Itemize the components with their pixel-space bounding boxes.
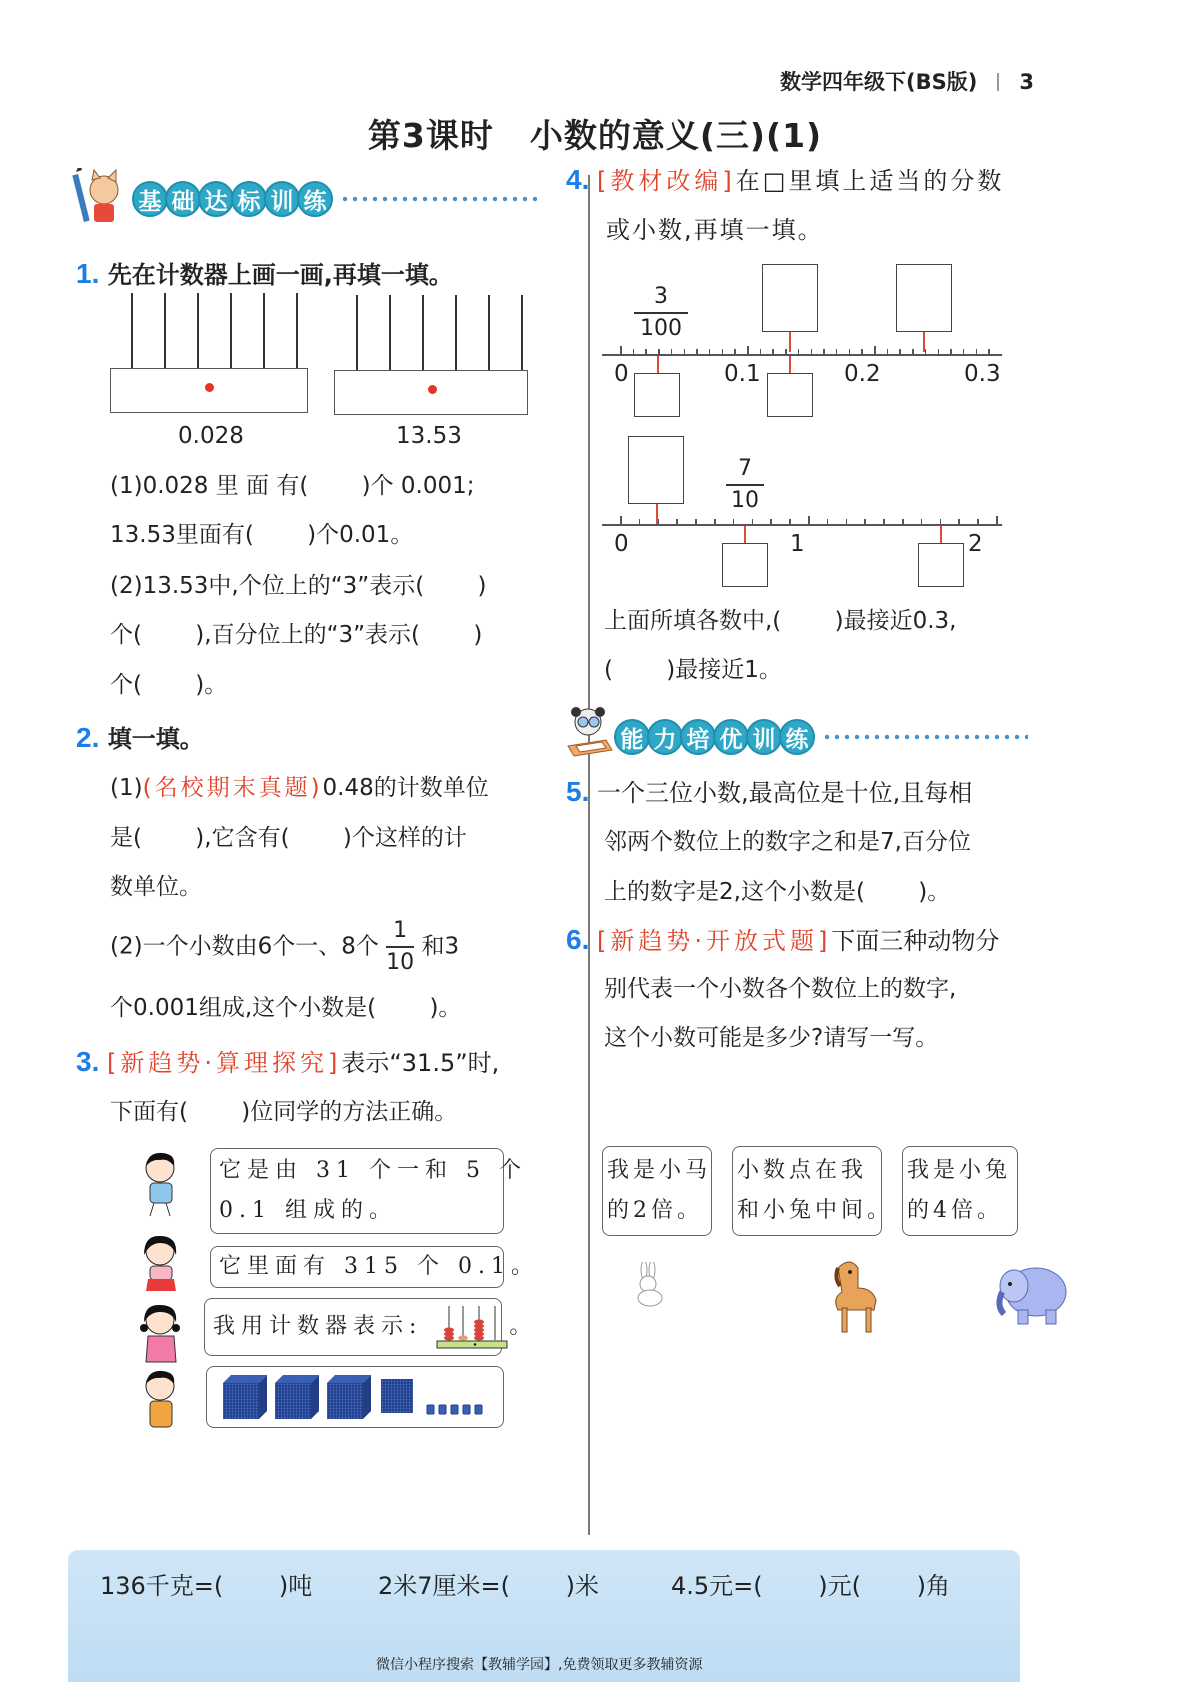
fraction-denominator: 100 (640, 316, 682, 341)
tick-mark (798, 349, 800, 354)
q4-line-2: 或小数,再填一填。 (606, 216, 824, 244)
tick-mark (709, 349, 711, 354)
fraction-numerator: 1 (393, 918, 408, 943)
tick-mark (912, 349, 914, 354)
q1-line-3[interactable]: (2)13.53中,个位上的“3”表示( ) (110, 573, 487, 599)
tick-mark (883, 519, 885, 524)
tick-mark (696, 349, 698, 354)
tick-mark (785, 349, 787, 354)
arrow-up-icon (940, 526, 942, 544)
tick-mark (760, 349, 762, 354)
abacus-rod (263, 293, 265, 368)
bubble-text: 的4倍。 (907, 1198, 1003, 1223)
speech-bubble-1 (210, 1148, 527, 1234)
abacus-rod (422, 295, 424, 370)
q2-part1-line1[interactable] (110, 772, 489, 804)
cat-pencil-mascot-icon (72, 168, 132, 230)
tick-mark (836, 349, 838, 354)
question-text: 填一填。 (107, 725, 204, 753)
bubble-text: 我是小兔 (907, 1158, 1012, 1183)
abacus-rod (389, 295, 391, 370)
tick-mark (633, 349, 635, 354)
fraction-numerator: 7 (738, 456, 752, 481)
bottom-practice-band (68, 1550, 1020, 1682)
tick-mark (849, 349, 851, 354)
tick-mark (733, 519, 735, 524)
bubble-text: 。 (509, 1314, 538, 1339)
q1-line-4[interactable]: 个( ),百分位上的“3”表示( ) (110, 622, 483, 648)
bubble-text: 的2倍。 (607, 1198, 703, 1223)
tick-mark (950, 349, 952, 354)
q2-part2-line1 (110, 918, 459, 976)
banner-char: 力 (647, 719, 683, 755)
bubble-text: 和小兔中间。 (737, 1198, 894, 1223)
tick-mark (823, 349, 825, 354)
q1-line-1[interactable]: (1)0.028 里 面 有( )个 0.001; (110, 473, 475, 499)
abacus-rod (356, 295, 358, 370)
section-banner-basic (72, 168, 540, 230)
answer-box[interactable] (918, 543, 964, 587)
bubble-text: 小数点在我 (737, 1158, 868, 1183)
question-6-prompt (566, 924, 999, 957)
q2-part1-line3: 数单位。 (110, 874, 202, 900)
tick-mark (658, 349, 660, 354)
source-tag: [新趋势·开放式题] (597, 927, 832, 955)
dotted-divider (822, 734, 1028, 740)
arrow-down-icon (789, 332, 791, 352)
abacus-rod (164, 293, 166, 368)
answer-box[interactable] (628, 436, 684, 504)
source-tag: [新趋势·算理探究] (107, 1049, 342, 1077)
page-title (0, 110, 1190, 157)
abacus-rod (131, 293, 133, 368)
tick-mark (714, 519, 716, 524)
animal-bubble-elephant (902, 1146, 1018, 1236)
tick-mark (887, 349, 889, 354)
speech-bubble-4 (206, 1366, 504, 1428)
tick-label: 2 (968, 531, 983, 557)
tick-mark (620, 516, 622, 524)
boy-avatar-icon (138, 1150, 186, 1220)
bubble-text: 0.1 组成的。 (219, 1198, 397, 1223)
banner-char: 基 (132, 181, 168, 217)
girl-avatar-icon (138, 1233, 186, 1303)
source-tag: [教材改编] (597, 167, 736, 195)
tick-mark (899, 349, 901, 354)
q1-line-2[interactable]: 13.53里面有( )个0.01。 (110, 522, 414, 548)
elephant-icon (992, 1258, 1072, 1332)
question-text: 在□里填上适当的分数 (735, 167, 1005, 195)
question-text: 一个三位小数,最高位是十位,且每相 (597, 779, 973, 807)
tick-mark (902, 519, 904, 524)
tick-mark (811, 349, 813, 354)
tick-mark (958, 519, 960, 524)
rabbit-icon (628, 1262, 668, 1312)
q5-line-2: 邻两个数位上的数字之和是7,百分位 (604, 829, 971, 855)
tick-mark (658, 519, 660, 524)
banner-char: 达 (198, 181, 234, 217)
tick-mark (925, 349, 927, 354)
tick-mark (639, 519, 641, 524)
q5-line-3[interactable]: 上的数字是2,这个小数是( )。 (604, 879, 951, 905)
given-fraction-7-10 (726, 456, 764, 514)
q4-answer-line-2[interactable]: ( )最接近1。 (604, 657, 782, 683)
question-number: 2. (76, 722, 100, 753)
tick-label: 0 (614, 361, 629, 387)
tick-mark (827, 519, 829, 524)
q6-line-3: 这个小数可能是多少?请写一写。 (604, 1025, 939, 1051)
arrow-down-icon (656, 504, 658, 524)
tick-label: 1 (790, 531, 805, 557)
number-line-2 (600, 432, 1010, 592)
arrow-up-icon (744, 526, 746, 544)
bubble-text: 我是小马 (607, 1158, 712, 1183)
question-2-prompt (76, 722, 204, 755)
abacus-diagram-2[interactable] (334, 295, 528, 411)
lesson-topic: 小数的意义(三)(1) (529, 116, 823, 155)
tick-mark (747, 346, 749, 354)
source-tag: (名校期末真题) (142, 775, 323, 801)
answer-box[interactable] (896, 264, 952, 332)
tick-mark (752, 519, 754, 524)
question-text: 下面三种动物分 (831, 927, 1000, 955)
question-1-prompt (76, 258, 453, 291)
book-name: 数学四年级下(BS版) (780, 70, 978, 94)
header-separator (997, 73, 999, 91)
panda-reading-mascot-icon (566, 706, 614, 768)
question-text: 先在计数器上画一画,再填一填。 (107, 261, 453, 289)
unit-conversion-3[interactable]: 4.5元=( )元( )角 (671, 1572, 950, 1600)
q1-line-5[interactable]: 个( )。 (110, 672, 228, 698)
tick-mark (620, 346, 622, 354)
banner-char: 优 (713, 719, 749, 755)
answer-box[interactable] (762, 264, 818, 332)
question-5-prompt (566, 776, 972, 809)
fraction-denominator: 10 (731, 488, 759, 513)
banner-char: 能 (614, 719, 650, 755)
banner-char: 训 (264, 181, 300, 217)
question-number: 6. (566, 924, 590, 955)
animal-bubble-rabbit (602, 1146, 712, 1236)
abacus-rod (296, 293, 298, 368)
boy-avatar-icon (138, 1368, 186, 1438)
question-text: 表示“31.5”时, (341, 1049, 500, 1077)
question-number: 1. (76, 258, 100, 289)
tick-mark (676, 519, 678, 524)
fraction-numerator: 3 (654, 284, 668, 309)
banner-char: 练 (779, 719, 815, 755)
tick-mark (772, 349, 774, 354)
tick-mark (734, 349, 736, 354)
question-number: 3. (76, 1046, 100, 1077)
tick-mark (963, 349, 965, 354)
tick-mark (846, 519, 848, 524)
dotted-divider (340, 196, 540, 202)
answer-box[interactable] (634, 373, 680, 417)
abacus-diagram-1[interactable] (110, 293, 308, 409)
part-label: (1) (110, 775, 143, 801)
girl-avatar-icon (138, 1302, 186, 1372)
arrow-up-icon (789, 356, 791, 374)
question-text: 0.48的计数单位 (322, 775, 489, 801)
section-banner-advanced (566, 706, 1028, 768)
abacus-rod (455, 295, 457, 370)
tick-label: 0.2 (844, 361, 881, 387)
banner-char: 础 (165, 181, 201, 217)
q2-part2-line2[interactable]: 个0.001组成,这个小数是( )。 (110, 995, 462, 1021)
decimal-point-dot (428, 385, 437, 394)
tick-mark (921, 519, 923, 524)
fraction-one-tenth (386, 918, 414, 976)
base-ten-blocks-icon (223, 1375, 493, 1439)
number-line-1 (600, 262, 1010, 422)
arrow-up-icon (657, 356, 659, 374)
question-number: 5. (566, 776, 590, 807)
bubble-text: 它里面有 315 个 0.1。 (219, 1254, 539, 1279)
abacus-rod (521, 295, 523, 370)
tick-mark (684, 349, 686, 354)
mini-abacus-icon (435, 1304, 509, 1350)
q6-line-2: 别代表一个小数各个数位上的数字, (604, 976, 957, 1002)
banner-char: 练 (297, 181, 333, 217)
bubble-text: 我用计数器表示: (213, 1314, 423, 1339)
tick-mark (861, 349, 863, 354)
tick-mark (770, 519, 772, 524)
decimal-point-dot (205, 383, 214, 392)
column-divider (588, 175, 590, 1535)
question-text: (2)一个小数由6个一、8个 (110, 933, 379, 960)
unit-conversion-1[interactable]: 136千克=( )吨 (100, 1572, 313, 1600)
q3-line-2[interactable]: 下面有( )位同学的方法正确。 (110, 1099, 458, 1125)
answer-box[interactable] (722, 543, 768, 587)
q4-answer-line-1[interactable]: 上面所填各数中,( )最接近0.3, (604, 608, 957, 634)
abacus-rod (488, 295, 490, 370)
footer-promo-note: 微信小程序搜索【教辅学园】,免费领取更多教辅资源 (376, 1657, 703, 1673)
animal-bubble-horse (732, 1146, 894, 1236)
page-header (780, 66, 1034, 96)
abacus-rod (197, 293, 199, 368)
section-title-basic (132, 181, 330, 217)
tick-mark (977, 519, 979, 524)
section-title-advanced (614, 719, 812, 755)
arrow-down-icon (923, 332, 925, 352)
page-number: 3 (1019, 70, 1034, 94)
tick-mark (940, 519, 942, 524)
banner-char: 训 (746, 719, 782, 755)
abacus-rod (230, 293, 232, 368)
tick-mark (996, 516, 998, 524)
speech-bubble-3 (204, 1298, 538, 1356)
bubble-text: 它是由 31 个一和 5 个 (219, 1158, 527, 1183)
tick-mark (722, 349, 724, 354)
question-4-prompt (566, 164, 1004, 197)
tick-label: 0 (614, 531, 629, 557)
tick-mark (695, 519, 697, 524)
question-text: 和3 (421, 933, 460, 960)
unit-conversion-2[interactable]: 2米7厘米=( )米 (378, 1572, 600, 1600)
banner-char: 标 (231, 181, 267, 217)
tick-mark (976, 349, 978, 354)
tick-label: 0.1 (724, 361, 761, 387)
question-number: 4. (566, 164, 590, 195)
abacus-label-1: 0.028 (178, 423, 244, 449)
given-fraction-3-100 (634, 284, 688, 342)
fraction-denominator: 10 (386, 950, 415, 975)
abacus-label-2: 13.53 (396, 423, 462, 449)
question-3-prompt (76, 1046, 499, 1079)
horse-icon (828, 1258, 884, 1340)
tick-mark (938, 349, 940, 354)
tick-mark (874, 346, 876, 354)
tick-mark (671, 349, 673, 354)
tick-mark (988, 349, 990, 354)
lesson-label: 第3课时 (367, 116, 494, 155)
tick-mark (789, 519, 791, 524)
tick-mark (645, 349, 647, 354)
answer-box[interactable] (767, 373, 813, 417)
speech-bubble-2 (210, 1246, 539, 1288)
tick-mark (808, 516, 810, 524)
q2-part1-line2[interactable]: 是( ),它含有( )个这样的计 (110, 825, 467, 851)
tick-mark (864, 519, 866, 524)
tick-label: 0.3 (964, 361, 1001, 387)
banner-char: 培 (680, 719, 716, 755)
